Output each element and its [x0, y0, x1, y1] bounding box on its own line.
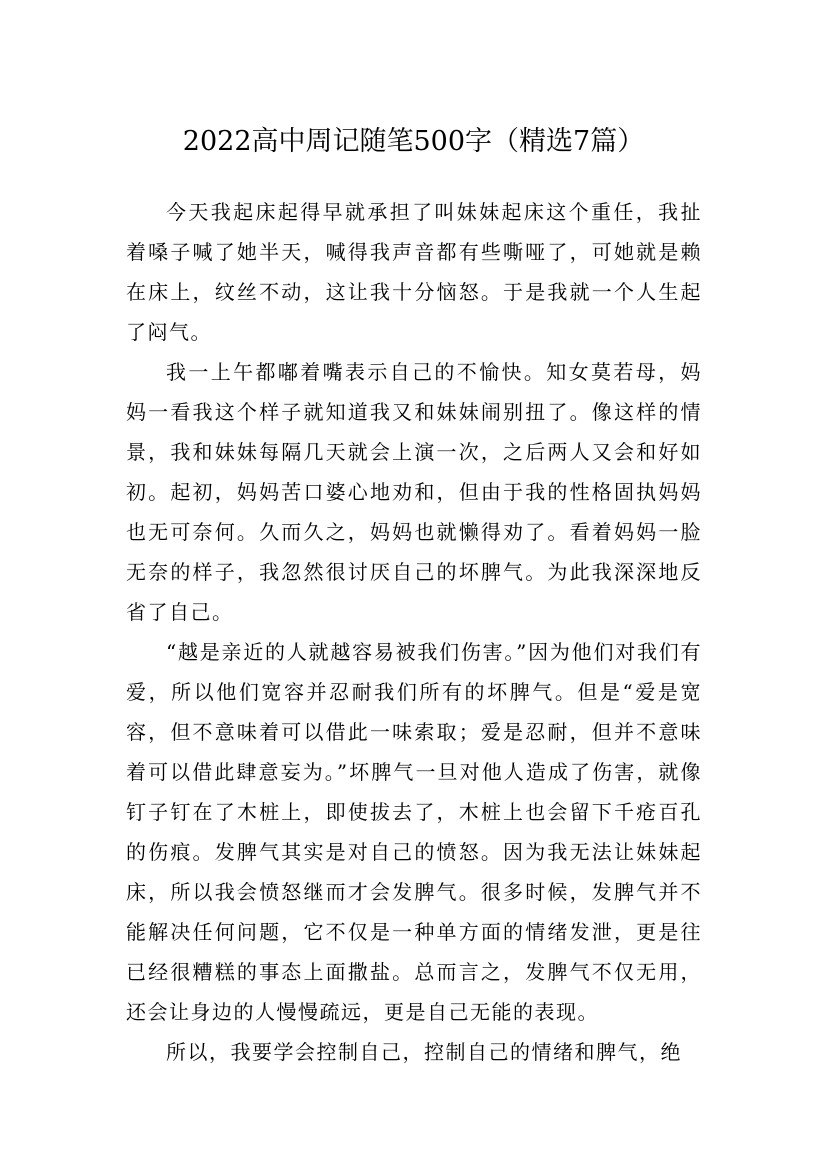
paragraph-2: 我一上午都嘟着嘴表示自己的不愉快。知女莫若母，妈妈一看我这个样子就知道我又和妹妹闹别扭了。像这样的情景，我和妹妹每隔几天就会上演一次，之后两人又会和好如初。起初，妈妈苦口婆心地劝和，但由于我的性格固执妈妈也无可奈何。久而久之，妈妈也就懒得劝了。看着妈妈一脸无奈的样子，我忽然很讨厌自己的坏脾气。为此我深深地反省了自己。: [126, 360, 702, 624]
document-body: [126, 192, 702, 1072]
paragraph-4: 所以，我要学会控制自己，控制自己的情绪和脾气，绝: [166, 1040, 682, 1064]
paragraph-1: 今天我起床起得早就承担了叫妹妹起床这个重任，我扯着嗓子喊了她半天，喊得我声音都有些嘶哑了，可她就是赖在床上，纹丝不动，这让我十分恼怒。于是我就一个人生起了闷气。: [126, 200, 702, 344]
document-title: 2022高中周记随笔500字（精选7篇）: [182, 126, 645, 158]
paragraph-3: “越是亲近的人就越容易被我们伤害。”因为他们对我们有爱，所以他们宽容并忍耐我们所有的坏脾气。但是“爱是宽容，但不意味着可以借此一味索取；爱是忍耐，但并不意味着可以借此肆意妄为。”坏脾气一旦对他人造成了伤害，就像钉子钉在了木桩上，即使拔去了，木桩上也会留下千疮百孔的伤痕。发脾气其实是对自己的愤怒。因为我无法让妹妹起床，所以我会愤怒继而才会发脾气。很多时候，发脾气并不能解决任何问题，它不仅是一种单方面的情绪发泄，更是往已经很糟糕的事态上面撒盐。总而言之，发脾气不仅无用，还会让身边的人慢慢疏远，更是自己无能的表现。: [126, 640, 702, 1024]
